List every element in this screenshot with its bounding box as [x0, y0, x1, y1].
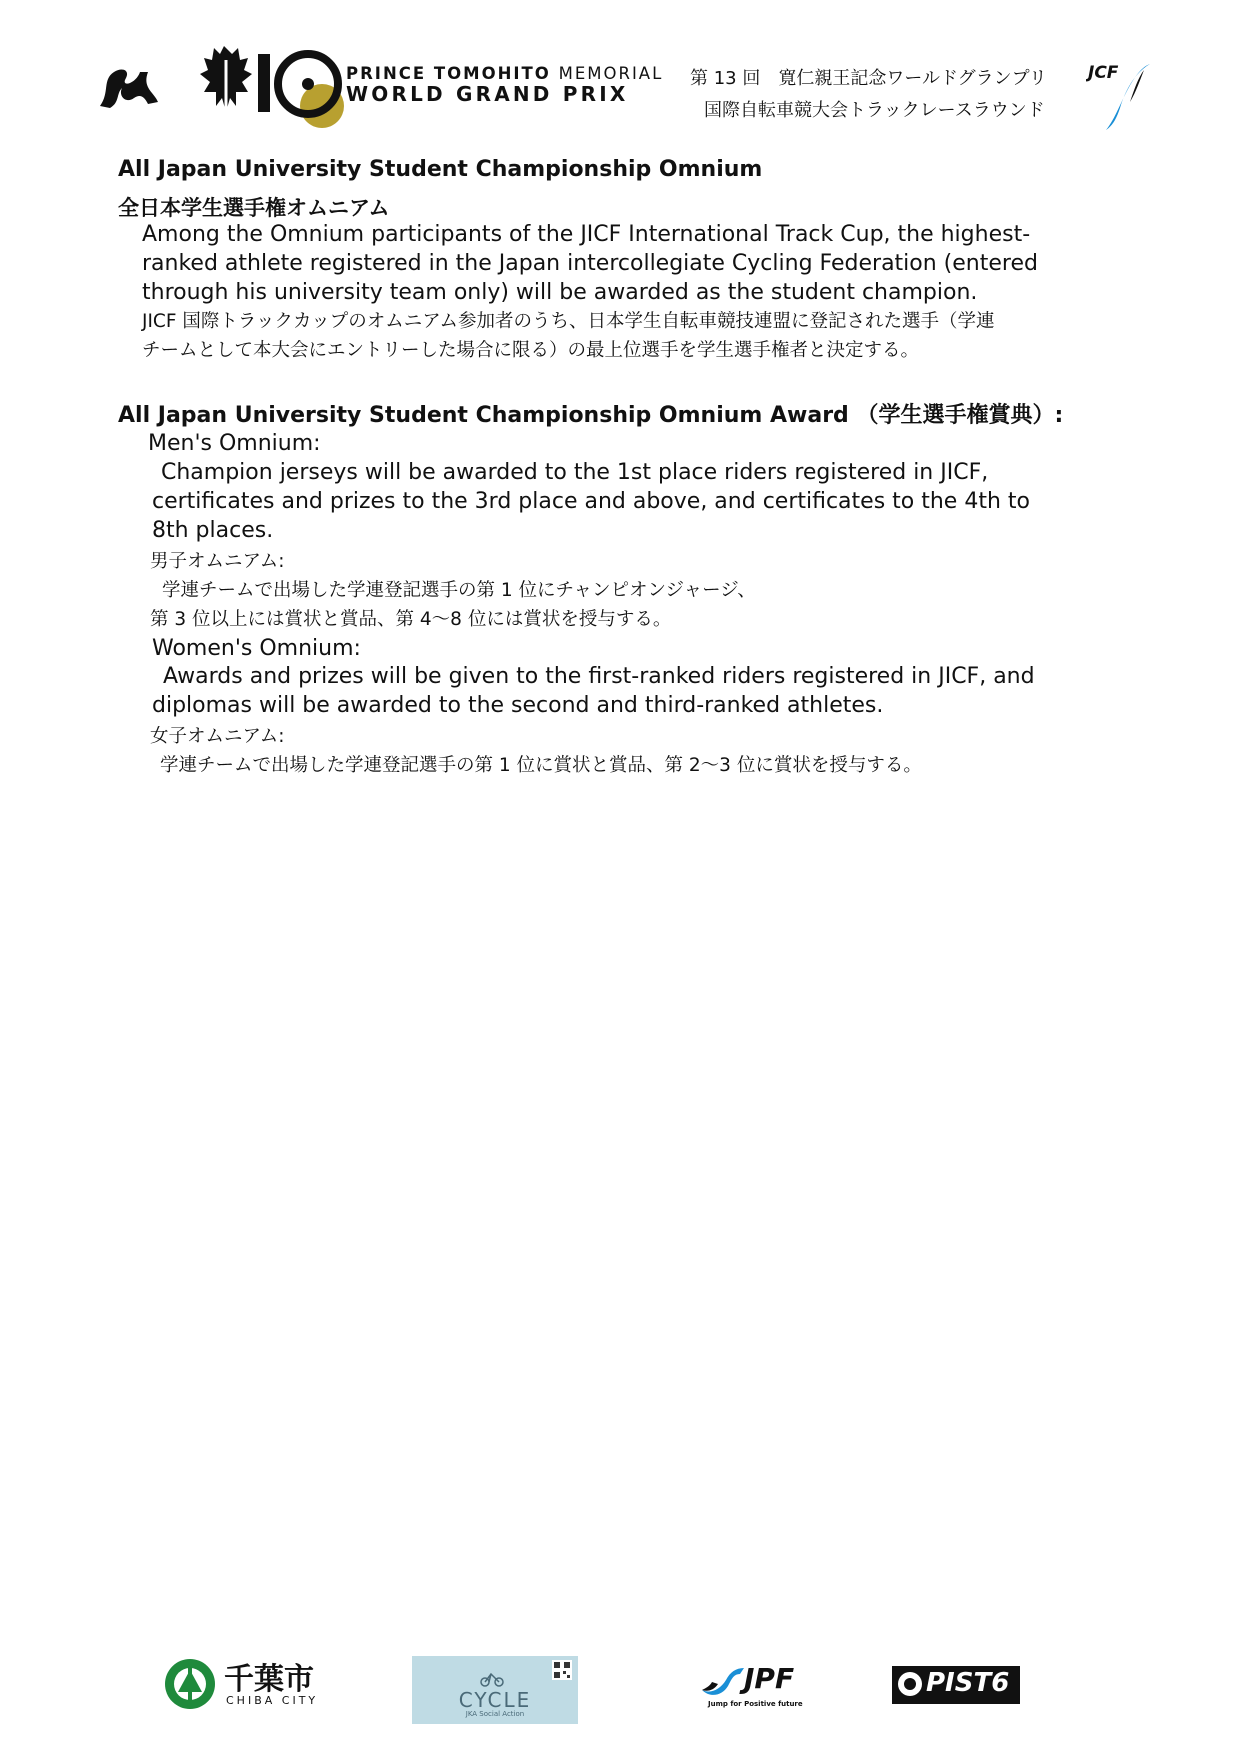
women-omnium-body-en: Awards and prizes will be given to the first-ranked riders registered in JICF, and diplomas will be awarded to the second and third-ranked athletes. [152, 664, 1035, 718]
jcf-logo [1086, 58, 1156, 130]
section1-body-jp-line1: JICF 国際トラックカップのオムニアム参加者のうち、日本学生自転車競技連盟に登記された選手（学連 [142, 311, 995, 332]
jp-event-subtitle: 国際自転車競大会トラックレースラウンド [704, 100, 1045, 121]
chiba-city-name-en: CHIBA CITY [226, 1694, 319, 1707]
men-omnium-body-jp-line1: 学連チームで出場した学連登記選手の第 1 位にチャンピオンジャージ、 [162, 580, 756, 601]
section1-heading-en: All Japan University Student Championship Omnium [118, 157, 763, 182]
cycle-title: CYCLE [458, 1688, 532, 1712]
event-name-line1: PRINCE TOMOHITO MEMORIAL [346, 64, 664, 83]
jpf-tagline: Jump for Positive future [708, 1700, 803, 1708]
section2-heading: All Japan University Student Championship Omnium Award （学生選手権賞典）: [118, 403, 1064, 428]
jp-event-title: 第 13 回 寛仁親王記念ワールドグランプリ [690, 68, 1047, 89]
women-omnium-label-en: Women's Omnium: [152, 636, 361, 661]
pist6-text: PIST6 [926, 1668, 1010, 1698]
section1-body-jp-line2: チームとして本大会にエントリーした場合に限る）の最上位選手を学生選手権者と決定する。 [142, 340, 920, 361]
section1-heading-jp: 全日本学生選手権オムニアム [118, 196, 390, 220]
men-omnium-label-en: Men's Omnium: [148, 431, 321, 456]
section1-body-en: Among the Omnium participants of the JICF International Track Cup, the highest-ranked athlete registered in the Japan intercollegiate Cycling Federation (entered through his university team only) will be awarded as the student champion. [142, 222, 1038, 305]
jpf-logo [700, 1664, 812, 1712]
women-omnium-body-jp: 学連チームで出場した学連登記選手の第 1 位に賞状と賞品、第 2〜3 位に賞状を授与する。 [160, 755, 922, 776]
cycle-jka-logo [412, 1656, 578, 1724]
sc-logo [96, 62, 162, 114]
men-omnium-body-jp-line2: 第 3 位以上には賞状と賞品、第 4〜8 位には賞状を授与する。 [150, 609, 672, 630]
cycle-subtitle: JKA Social Action [465, 1710, 525, 1718]
wgp-emblem-logo [192, 40, 352, 130]
men-omnium-label-jp: 男子オムニアム: [150, 551, 285, 572]
women-omnium-label-jp: 女子オムニアム: [150, 726, 285, 747]
chiba-city-logo [162, 1656, 322, 1712]
bicycle-icon [480, 1668, 504, 1688]
event-name-line2: WORLD GRAND PRIX [346, 82, 629, 106]
men-omnium-body-en: Champion jerseys will be awarded to the 1st place riders registered in JICF, certificates and prizes to the 3rd place and above, and certificates to the 4th to 8th places. [152, 460, 1030, 543]
pist6-logo [892, 1666, 1020, 1704]
chiba-city-name-jp: 千葉市 [224, 1662, 314, 1697]
jcf-logo-text: JCF [1088, 63, 1119, 83]
jpf-text: JPF [744, 1662, 795, 1695]
